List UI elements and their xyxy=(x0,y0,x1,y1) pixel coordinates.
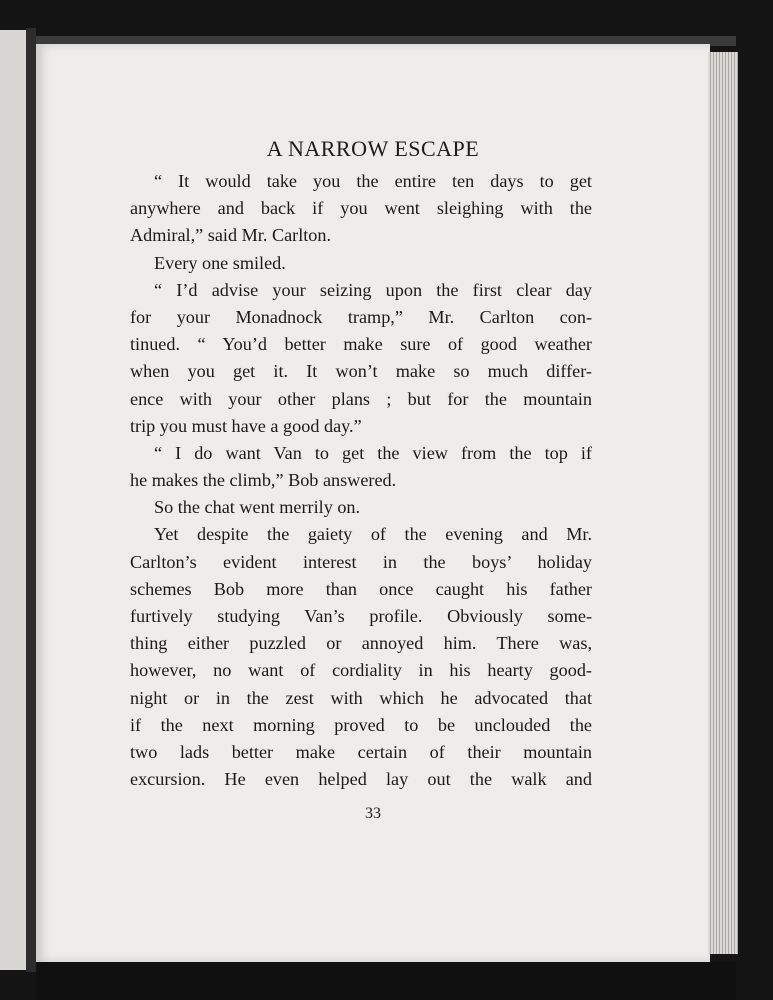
text-line: thing either puzzled or annoyed him. There was, xyxy=(130,633,592,654)
text-line: “ It would take you the entire ten days to get xyxy=(154,171,592,191)
book-gutter xyxy=(26,28,36,972)
text-line: he makes the climb,” Bob answered. xyxy=(130,470,397,491)
text-line: anywhere and back if you went sleighing with the xyxy=(130,198,592,219)
text-line: excursion. He even helped lay out the walk and xyxy=(130,769,592,790)
text-line: Admiral,” said Mr. Carlton. xyxy=(130,225,332,246)
running-head: A NARROW ESCAPE xyxy=(266,136,480,161)
body-text xyxy=(130,168,592,793)
text-line: furtively studying Van’s profile. Obviously some- xyxy=(130,606,592,626)
text-line: schemes Bob more than once caught his father xyxy=(130,578,592,599)
text-line: ence with your other plans ; but for the mountain xyxy=(130,388,592,409)
text-line: night or in the zest with which he advocated that xyxy=(130,687,592,708)
text-line: when you get it. It won’t make so much differ- xyxy=(130,361,592,382)
text-line: tinued. “ You’d better make sure of good weather xyxy=(130,334,592,355)
page-number: 33 xyxy=(365,805,381,822)
text-line: Carlton’s evident interest in the boys’ holiday xyxy=(130,551,592,572)
text-line: two lads better make certain of their mountain xyxy=(130,741,592,762)
text-line: Every one smiled. xyxy=(154,252,286,273)
page-stack-edge xyxy=(708,52,738,954)
facing-page-edge xyxy=(0,30,28,970)
text-line: for your Monadnock tramp,” Mr. Carlton con- xyxy=(130,306,592,327)
text-line: Yet despite the gaiety of the evening and Mr. xyxy=(154,524,592,545)
text-line: trip you must have a good day.” xyxy=(130,415,362,436)
text-line: “ I’d advise your seizing upon the first clear day xyxy=(154,279,592,300)
bottom-shadow xyxy=(36,962,736,1000)
text-line: So the chat went merrily on. xyxy=(154,497,361,518)
text-line: if the next morning proved to be unclouded the xyxy=(130,714,592,735)
text-line: however, no want of cordiality in his hearty good- xyxy=(130,660,592,681)
text-line: “ I do want Van to get the view from the top if xyxy=(154,442,592,463)
